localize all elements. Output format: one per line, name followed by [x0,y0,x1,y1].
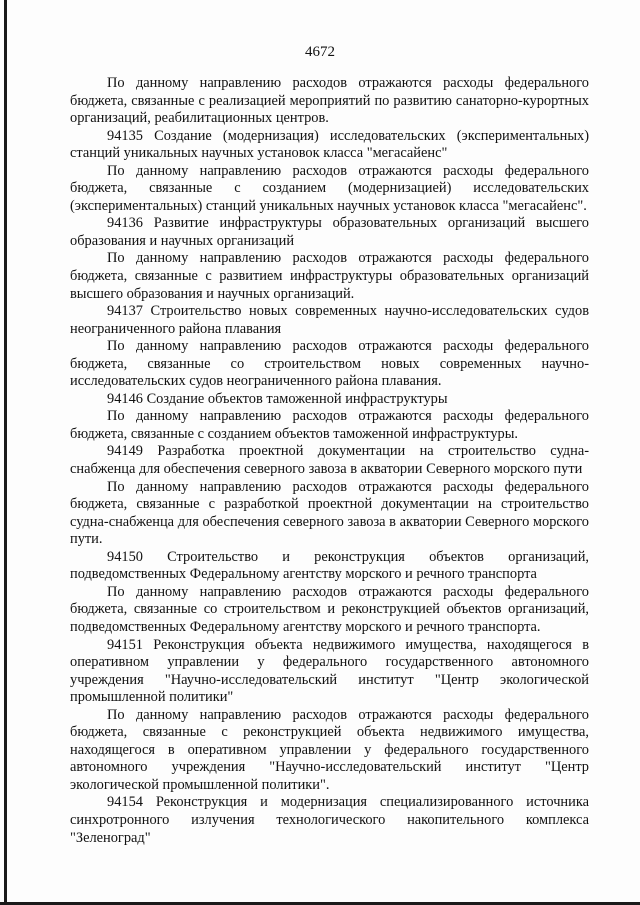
paragraph: 94136 Развитие инфраструктуры образовательных организаций высшего образования и научных организаций [70,215,589,249]
paragraph: 94146 Создание объектов таможенной инфраструктуры [107,390,448,407]
paragraph: По данному направлению расходов отражаются расходы федерального бюджета, связанные с развитием инфраструктуры образовательных организаций высшего образования и научных организаций. [70,250,589,302]
paragraph: 94151 Реконструкция объекта недвижимого имущества, находящегося в оперативном управлении у федерального государственного автономного учреждения "Научно-исследовательский институт "Центр экологической промышленной политики" [70,636,589,706]
paragraph: 94137 Строительство новых современных научно-исследовательских судов неограниченного района плавания [70,303,589,337]
paragraph: 94149 Разработка проектной документации на строительство судна-снабженца для обеспечения северного завоза в акватории Северного морского пути [70,443,589,478]
paragraph: По данному направлению расходов отражаются расходы федерального бюджета, связанные со строительством новых современных научно-исследовательских судов неограниченного района плавания. [70,338,589,390]
paragraph: По данному направлению расходов отражаются расходы федерального бюджета, связанные с реконструкцией объекта недвижимого имущества, находящегося в оперативном управлении у федерального государственного автономного учреждения "Научно-исследовательский институт "Центр экологической промышленной политики". [70,706,589,793]
paragraph: По данному направлению расходов отражаются расходы федерального бюджета, связанные с созданием (модернизацией) исследовательских (экспериментальных) станций уникальных научных установок класса "мегасайенс". [70,162,589,214]
document-body [70,75,589,847]
paragraph: 94135 Создание (модернизация) исследовательских (экспериментальных) станций уникальных научных установок класса "мегасайенс" [70,127,589,162]
paragraph: По данному направлению расходов отражаются расходы федерального бюджета, связанные с разработкой проектной документации на строительство судна-снабженца для обеспечения северного завоза в акватории Северного морского пути. [70,478,589,548]
page-number: 4672 [305,44,335,60]
paragraph: По данному направлению расходов отражаются расходы федерального бюджета, связанные с созданием объектов таможенной инфраструктуры. [70,408,589,442]
scan-edge-left [4,0,7,905]
paragraph: По данному направлению расходов отражаются расходы федерального бюджета, связанные с реализацией мероприятий по развитию санаторно-курортных организаций, реабилитационных центров. [70,75,589,127]
paragraph: 94150 Строительство и реконструкция объектов организаций, подведомственных Федеральному агентству морского и речного транспорта [70,548,589,583]
paragraph: По данному направлению расходов отражаются расходы федерального бюджета, связанные со строительством и реконструкцией объектов организаций, подведомственных Федеральному агентству морского и речного транспорта. [70,583,589,635]
paragraph: 94154 Реконструкция и модернизация специализированного источника синхротронного излучения технологического накопительного комплекса "Зеленоград" [70,794,589,846]
